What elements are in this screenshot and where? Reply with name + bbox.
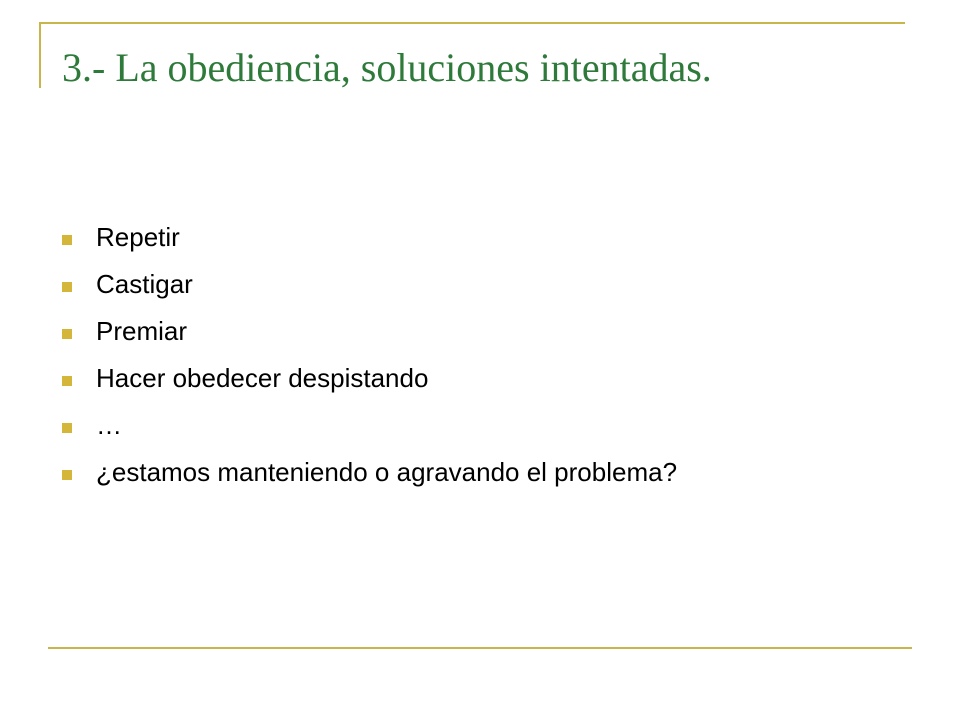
square-bullet-icon bbox=[62, 282, 72, 292]
square-bullet-icon bbox=[62, 376, 72, 386]
top-rule bbox=[39, 22, 905, 24]
bullet-item bbox=[62, 457, 802, 487]
bullet-text: Repetir bbox=[96, 222, 180, 252]
left-rule bbox=[39, 22, 41, 88]
slide-title: 3.- La obediencia, soluciones intentadas. bbox=[62, 45, 712, 90]
bullet-text: Castigar bbox=[96, 269, 193, 299]
bullet-item bbox=[62, 269, 802, 299]
bottom-rule bbox=[48, 647, 912, 649]
bullet-item bbox=[62, 363, 802, 393]
bullet-text: ¿estamos manteniendo o agravando el problema? bbox=[96, 457, 678, 487]
bullet-item bbox=[62, 316, 802, 346]
bullet-text: Hacer obedecer despistando bbox=[96, 363, 429, 393]
bullet-list bbox=[62, 222, 802, 504]
bullet-item bbox=[62, 410, 802, 440]
bullet-item bbox=[62, 222, 802, 252]
square-bullet-icon bbox=[62, 329, 72, 339]
bullet-text: Premiar bbox=[96, 316, 188, 346]
square-bullet-icon bbox=[62, 235, 72, 245]
square-bullet-icon bbox=[62, 470, 72, 480]
square-bullet-icon bbox=[62, 423, 72, 433]
bullet-text: … bbox=[96, 410, 122, 440]
